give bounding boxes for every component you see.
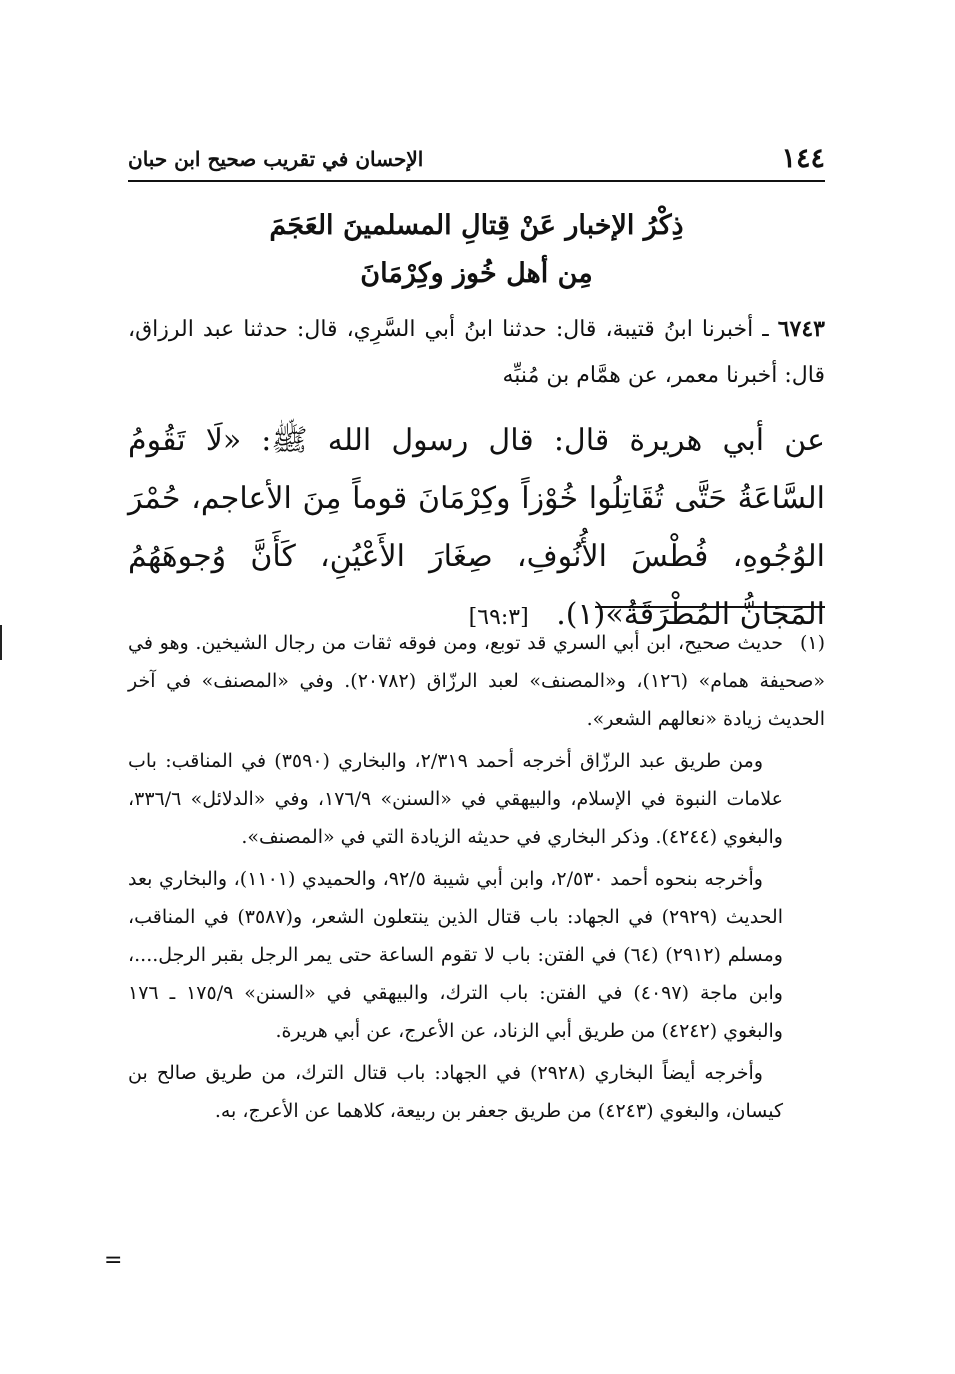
scan-edge-mark [0, 625, 2, 660]
page-number: ١٤٤ [781, 143, 825, 174]
footnote-divider [595, 606, 825, 608]
footnote-mark: (١) [799, 632, 825, 654]
footnotes-section [128, 624, 825, 1134]
chapter-heading [128, 202, 825, 298]
footnote-paragraph [128, 624, 825, 738]
continuation-mark: = [104, 1248, 123, 1273]
page-header [128, 140, 825, 178]
hadith-matn [128, 412, 825, 647]
isnad-text: ـ أخبرنا ابنُ قتيبة، قال: حدثنا ابنُ أبي السَّرِي، قال: حدثنا عبد الرزاق، قال: أخبرنا معمر، عن همَّام بن مُنبِّه [128, 317, 825, 388]
header-divider [128, 180, 825, 182]
footnote-text: حديث صحيح، ابن أبي السري قد توبع، ومن فوقه ثقات من رجال الشيخين. وهو في «صحيفة همام» (١٢٦)، و«المصنف» لعبد الرزّاق (٢٠٧٨٢). وفي «المصنف» في آخر الحديث زيادة «نعالهم الشعر». [128, 632, 826, 730]
footnote-paragraph: وأخرجه أيضاً البخاري (٢٩٢٨) في الجهاد: باب قتال الترك، من طريق صالح بن كيسان، والبغوي (٤٢٤٣) من طريق جعفر بن ربيعة، كلاهما عن الأعرج، به. [128, 1062, 783, 1122]
hadith-isnad [128, 306, 825, 399]
chapter-heading-line-2: مِن أهل خُوز وكِرْمَانَ [360, 258, 593, 289]
hadith-reference: [٦٩:٣] [468, 605, 529, 630]
running-title: الإحسان في تقريب صحيح ابن حبان [128, 147, 424, 171]
matn-text: عن أبي هريرة قال: قال رسول الله ﷺ: «لَا تَقُومُ السَّاعَةُ حَتَّى تُقَاتِلُوا خُوْزاً وكِرْمَانَ قوماً مِنَ الأعاجم، حُمْرَ الوُجُوهِ، فُطْسَ الأُنُوفِ، صِغَارَ الأَعْيُنِ، كَأَنَّ وُجوهَهُمُ المَجَانُّ المُطْرَقَةُ»(١). [128, 423, 825, 632]
chapter-heading-line-1: ذِكْرُ الإخبار عَنْ قِتالِ المسلمينَ العَجَمَ [269, 210, 684, 241]
hadith-number: ٦٧٤٣ [777, 316, 825, 342]
footnote-paragraph: ومن طريق عبد الرزّاق أخرجه أحمد ٢/٣١٩، والبخاري (٣٥٩٠) في المناقب: باب علامات النبوة في الإسلام، والبيهقي في «السنن» ١٧٦/٩، وفي «الدلائل» ٣٣٦/٦، والبغوي (٤٢٤٤). وذكر البخاري في حديثه الزيادة التي في «المصنف». [128, 750, 783, 848]
footnote-paragraph: وأخرجه بنحوه أحمد ٢/٥٣٠، وابن أبي شيبة ٩٢/٥، والحميدي (١١٠١)، والبخاري بعد الحديث (٢٩٢٩) في الجهاد: باب قتال الذين ينتعلون الشعر، و(٣٥٨٧) في المناقب، ومسلم (٢٩١٢) (٦٤) في الفتن: باب لا تقوم الساعة حتى يمر الرجل بقبر الرجل....، وابن ماجة (٤٠٩٧) في الفتن: باب الترك، والبيهقي في «السنن» ١٧٥/٩ ـ ١٧٦ والبغوي (٤٢٤٢) من طريق أبي الزناد، عن الأعرج، عن أبي هريرة. [128, 868, 784, 1042]
